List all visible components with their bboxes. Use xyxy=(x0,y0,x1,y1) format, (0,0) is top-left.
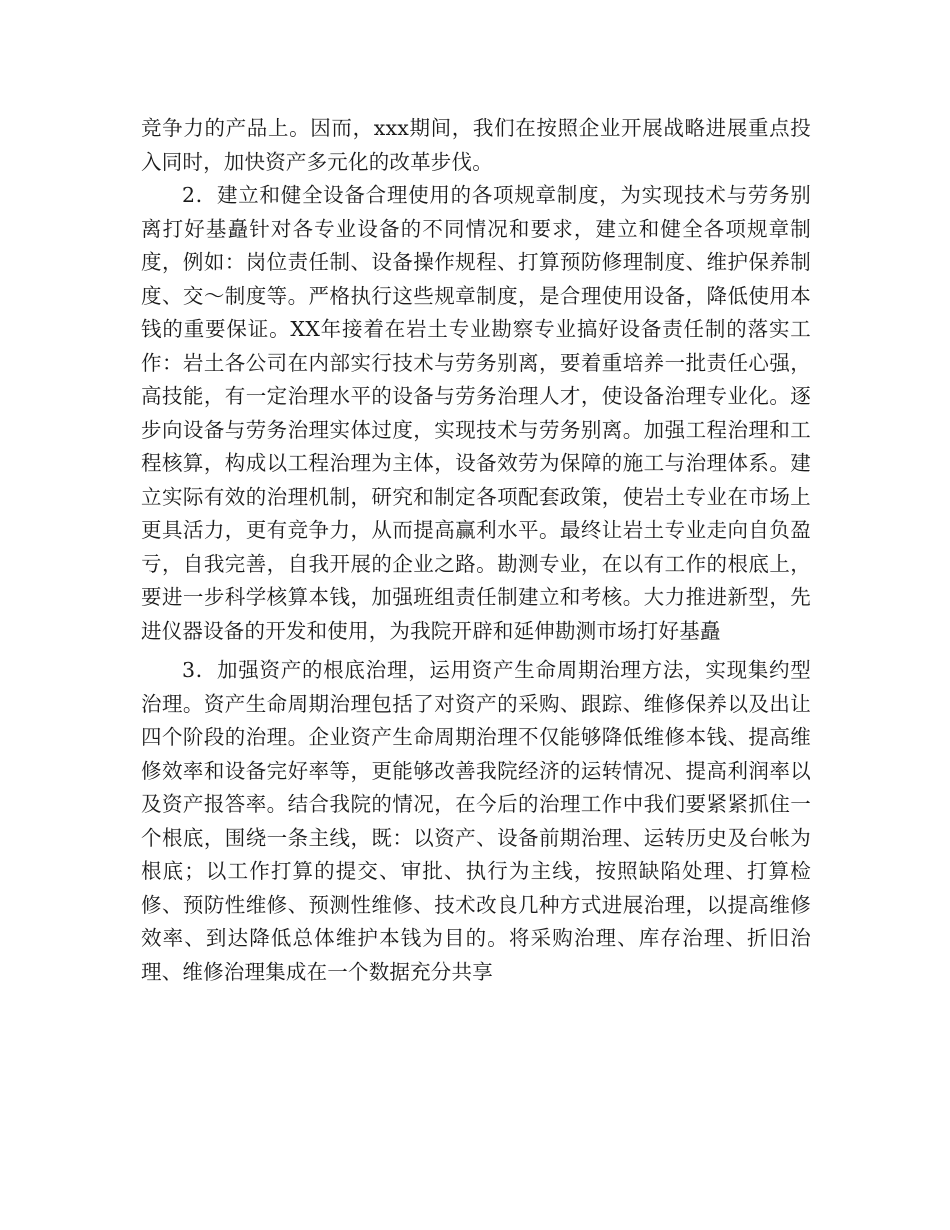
paragraph-3: 3．加强资产的根底治理，运用资产生命周期治理方法，实现集约型治理。资产生命周期治理包括了对资产的采购、跟踪、维修保养以及出让四个阶段的治理。企业资产生命周期治理不仅能够降低维修本钱、提高维修效率和设备完好率等，更能够改善我院经济的运转情况、提高利润率以及资产报答率。结合我院的情况，在今后的治理工作中我们要紧紧抓住一个根底，围绕一条主线，既：以资产、设备前期治理、运转历史及台帐为根底；以工作打算的提交、审批、执行为主线，按照缺陷处理、打算检修、预防性维修、预测性维修、技术改良几种方式进展治理，以提高维修效率、到达降低总体维护本钱为目的。将采购治理、库存治理、折旧治理、维修治理集成在一个数据充分共享 xyxy=(141,658,811,984)
document-body xyxy=(141,112,811,989)
paragraph-2: 2．建立和健全设备合理使用的各项规章制度，为实现技术与劳务别离打好基矗针对各专业设备的不同情况和要求，建立和健全各项规章制度，例如：岗位责任制、设备操作规程、打算预防修理制度、维护保养制度、交～制度等。严格执行这些规章制度，是合理使用设备，降低使用本钱的重要保证。XX年接着在岩土专业勘察专业搞好设备责任制的落实工作：岩土各公司在内部实行技术与劳务别离，要着重培养一批责任心强，高技能，有一定治理水平的设备与劳务治理人才，使设备治理专业化。逐步向设备与劳务治理实体过度，实现技术与劳务别离。加强工程治理和工程核算，构成以工程治理为主体，设备效劳为保障的施工与治理体系。建立实际有效的治理机制，研究和制定各项配套政策，使岩土专业在市场上更具活力，更有竞争力，从而提高赢利水平。最终让岩土专业走向自负盈亏，自我完善，自我开展的企业之路。勘测专业，在以有工作的根底上，要进一步科学核算本钱，加强班组责任制建立和考核。大力推进新型，先进仪器设备的开发和使用，为我院开辟和延伸勘测市场打好基矗 xyxy=(141,183,811,643)
paragraph-1: 竞争力的产品上。因而，xxx期间，我们在按照企业开展战略进展重点投入同时，加快资产多元化的改革步伐。 xyxy=(141,116,811,174)
